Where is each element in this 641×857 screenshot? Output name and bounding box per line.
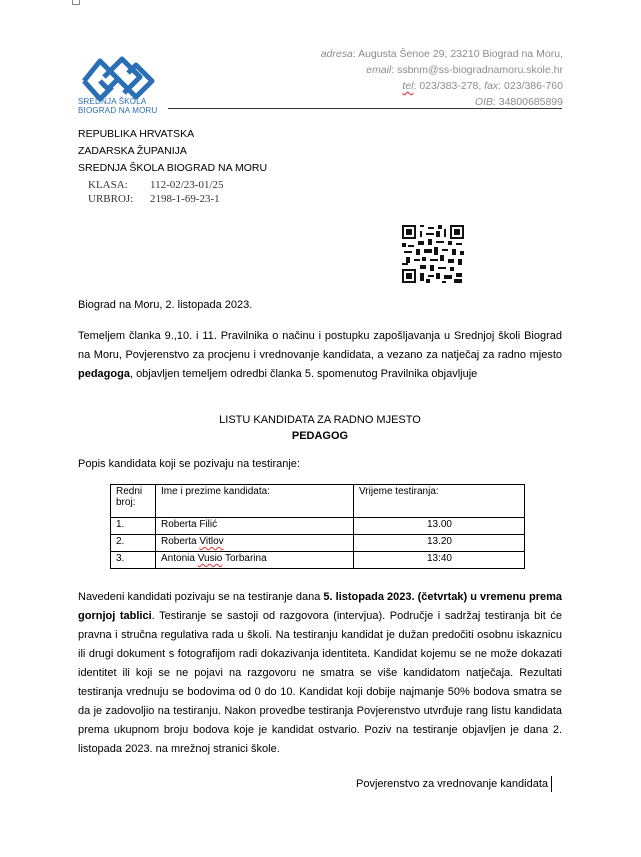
table-header-row [111,485,525,518]
phone-line: tel: 023/383-278, fax: 023/386-760 [402,80,563,92]
page-corner-mark [72,0,80,5]
qr-code-icon [402,225,464,283]
testing-date-bold: 5. listopada 2023. (četvrtak) u vremenu prema gornjoj tablici [78,591,562,622]
signature-line: Povjerenstvo za vrednovanje kandidata [355,778,548,790]
table-row: 2. Roberta Vitlov 13.20 [111,535,525,552]
urbroj-line: URBROJ: 2198-1-69-23-1 [88,193,220,205]
institution-line-1: REPUBLIKA HRVATSKA [78,128,195,140]
contact-block [321,46,563,110]
table-row: 3. Antonia Vusio Torbarina 13:40 [111,552,525,569]
email-line: email: ssbnm@ss-biogradnamoru.skole.hr [366,64,563,76]
address-line: adresa: Augusta Šenoe 29, 23210 Biograd na Moru, [320,48,563,60]
position-name: pedagoga [78,368,130,380]
school-logo-text [78,97,168,115]
header-name: Ime i prezime kandidata: [156,485,354,518]
institution-line-3: SREDNJA ŠKOLA BIOGRAD NA MORU [78,162,268,174]
list-intro: Popis kandidata koji se pozivaju na testiranje: [78,458,300,470]
logo-line-1: SREDNJA ŠKOLA [78,97,147,106]
candidates-table [110,484,525,569]
text-cursor [551,776,552,792]
header-time: Vrijeme testiranja: [354,485,525,518]
klasa-line: KLASA: 112-02/23-01/25 [88,179,224,191]
list-heading-line-1: LISTU KANDIDATA ZA RADNO MJESTO [219,414,421,426]
list-heading-line-2: PEDAGOG [291,430,349,442]
date-line: Biograd na Moru, 2. listopada 2023. [78,299,253,311]
table-row: 1. Roberta Filić 13.00 [111,518,525,535]
header-divider [168,108,562,109]
institution-line-2: ZADARSKA ŽUPANIJA [78,145,187,157]
header-ordinal: Redni broj: [111,485,156,518]
intro-paragraph: Temeljem članka 9.,10. i 11. Pravilnika o načinu i postupku zapošljavanja u Srednjoj školi Biograd na Moru, Povjerenstvo za procjenu i vrednovanje kandidata, a vezano za natječaj za radno mjesto pedagoga, objavljen temeljem odredbi članka 5. spomenutog Pravilnika objavljuje [78,330,562,380]
list-heading [78,412,562,444]
oib-line: OIB: 34800685899 [474,96,563,108]
testing-details-paragraph: Navedeni kandidati pozivaju se na testiranje dana 5. listopada 2023. (četvrtak) u vremenu prema gornjoj tablici. Testiranje se sastoji od razgovora (intervjua). Područje i sadržaj testiranja bit će pravna i stručna regulativa rada u školi. Na testiranju kandidat je dužan predočiti osobnu iskaznicu ili drugi dokument s fotografijom radi dokazivanja identiteta. Kandidat kojemu se ne može dokazati identitet ili koji se ne pojavi na razgovoru ne smatra se više kandidatom natječaja. Rezultati testiranja vrednuju se bodovima od 0 do 10. Kandidat koji dobije najmanje 50% bodova smatra se da je zadovoljio na testiranju. Nakon provedbe testiranja Povjerenstvo utvrđuje rang listu kandidata prema ukupnom broju bodova koje je kandidat ostvario. Poziv na testiranje objavljen je dana 2. listopada 2023. na mrežnoj stranici škole. [78,591,562,755]
institution-block [78,126,267,177]
logo-line-2: BIOGRAD NA MORU [78,106,158,115]
reference-codes [88,178,224,206]
